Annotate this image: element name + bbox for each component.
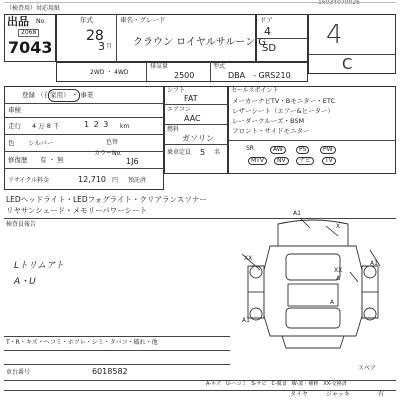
ac-label: エアコン bbox=[167, 106, 191, 113]
row-line bbox=[228, 140, 396, 141]
row-line bbox=[4, 151, 164, 152]
displacement-value: 2500 bbox=[174, 71, 195, 80]
selling-point-line: レザーシート（エアー&ヒーター） bbox=[232, 107, 334, 115]
tire-label: タイヤ bbox=[290, 391, 308, 398]
chassis-value: 6018582 bbox=[92, 367, 128, 376]
interior-score: C bbox=[342, 55, 353, 73]
model-label: 型式 bbox=[213, 63, 226, 70]
car-diagram bbox=[230, 210, 396, 350]
diagram-mark: A bbox=[336, 275, 341, 282]
divider bbox=[308, 54, 396, 55]
month-unit: 月 bbox=[106, 43, 113, 50]
equip-mtv: MTV bbox=[248, 157, 267, 165]
row-line bbox=[4, 336, 230, 337]
equip-pw: PW bbox=[320, 146, 336, 154]
row-line bbox=[164, 124, 228, 125]
capacity-value: 5 bbox=[200, 148, 206, 157]
selling-points-title: セールスポイント bbox=[231, 87, 279, 94]
equip-sr: SR bbox=[246, 145, 254, 152]
year-value: 28 bbox=[86, 28, 104, 44]
spare-label: スペア bbox=[358, 365, 377, 372]
equip-navi: ナビ bbox=[296, 157, 314, 165]
mileage-prefix: 4 万 8 千 bbox=[32, 122, 60, 130]
recycle-label: リサイクル料金 bbox=[8, 177, 50, 184]
lot-prefix: 2068 bbox=[18, 29, 39, 37]
legend: A-キズ U-ヘコミ S-サビ C-腐食 W-波・補修 XX-交換済 bbox=[206, 381, 347, 387]
equip-aw: AW bbox=[270, 146, 286, 154]
row-line bbox=[4, 134, 164, 135]
mileage-label: 走行 bbox=[8, 122, 21, 130]
row-line bbox=[4, 364, 230, 365]
selling-point-line: フロント・サイドモニター bbox=[232, 127, 310, 135]
grade-score: 4 bbox=[326, 20, 343, 50]
equip-ps: PS bbox=[296, 146, 309, 154]
shift-label: シフト bbox=[167, 87, 186, 94]
notes-title: 検査員報告 bbox=[6, 221, 37, 228]
header-digits: 16034070026 bbox=[318, 0, 360, 6]
selling-point-line: メーカーナビTV・Bモニター・ETC bbox=[232, 97, 335, 105]
color-label: 色 bbox=[8, 139, 15, 147]
color-no-value: 1J6 bbox=[126, 157, 139, 166]
recycle-status: 預託済 bbox=[128, 177, 147, 184]
defect-row: T・R・キズ・ヘコミ・ホツレ・シミ・タバコ・破れ・他 bbox=[6, 339, 158, 346]
no-label: No. bbox=[36, 18, 46, 25]
recycle-value: 12,710 bbox=[78, 175, 106, 184]
model-value: DBA - GRS210 bbox=[228, 71, 291, 80]
diagram-mark: A1 bbox=[242, 317, 250, 324]
name-label: 車名・グレード bbox=[120, 16, 166, 24]
diagram-mark: A bbox=[330, 299, 335, 306]
color-value: シルバー bbox=[28, 139, 54, 147]
capacity-unit: 名 bbox=[214, 149, 221, 156]
row-line bbox=[164, 104, 228, 105]
form-kind: （検査用）対応用紙 bbox=[6, 5, 61, 12]
row-line bbox=[4, 117, 164, 118]
shaken-label: 車検 bbox=[8, 106, 21, 114]
diagram-mark: X bbox=[336, 223, 341, 230]
divider bbox=[146, 62, 147, 82]
displacement-label: 排気量 bbox=[150, 63, 169, 70]
fuel-label: 燃料 bbox=[167, 126, 180, 133]
row-line bbox=[164, 144, 228, 145]
diagram-mark: XX bbox=[334, 267, 343, 274]
mileage-value: 1 2 3 bbox=[84, 120, 110, 129]
row-line bbox=[4, 350, 230, 351]
notes-hand-2: A・U bbox=[14, 277, 36, 287]
color-no-label: カラーNo. bbox=[94, 150, 122, 157]
diagram-mark: XX bbox=[244, 255, 253, 262]
color-change-label: 色替 bbox=[106, 139, 119, 146]
month-value: 3 bbox=[98, 40, 105, 53]
mileage-unit: km bbox=[120, 123, 130, 130]
row-line bbox=[4, 103, 164, 104]
equipment-line-2: リヤサンシェード・メモリーパワーシート bbox=[6, 206, 148, 215]
door-label: ドア bbox=[260, 16, 273, 24]
jack-label: ジャッキ bbox=[326, 391, 350, 398]
selling-point-line: レーダークルーズ・BSM bbox=[232, 117, 305, 125]
ac-value: AAC bbox=[184, 114, 201, 123]
capacity-label: 乗車定員 bbox=[167, 149, 192, 156]
equip-tv: TV bbox=[322, 157, 336, 165]
equipment-line-1: LEDヘッドライト・LEDフォグライト・クリアランスソナー bbox=[6, 195, 207, 204]
shift-value: FAT bbox=[184, 94, 198, 103]
divider bbox=[116, 14, 117, 62]
year-label: 年式 bbox=[80, 16, 93, 24]
header-rule bbox=[4, 2, 396, 3]
type-value: SD bbox=[262, 43, 277, 54]
equip-nv: NV bbox=[274, 157, 289, 165]
history-label: 修復歴 bbox=[8, 156, 28, 164]
jack-value: 有 bbox=[378, 391, 385, 398]
lot-number: 7043 bbox=[8, 38, 53, 57]
notes-hand-1: Lトリムアト bbox=[14, 261, 65, 271]
recycle-unit: 円 bbox=[112, 177, 119, 184]
fuel-value: ガソリン bbox=[182, 134, 214, 143]
chassis-label: 車台番号 bbox=[6, 369, 31, 376]
name-value: クラウン ロイヤルサルーン G bbox=[133, 37, 267, 48]
diagram-mark: A1 bbox=[370, 260, 378, 267]
ownership-circle bbox=[48, 89, 80, 102]
row-line bbox=[4, 168, 164, 169]
drive-options: 2WD ・ 4WD bbox=[90, 69, 129, 76]
door-value: 4 bbox=[264, 25, 271, 38]
diagram-mark: A1 bbox=[293, 210, 301, 217]
divider bbox=[210, 62, 211, 82]
shuppin-label: 出品 bbox=[7, 15, 29, 28]
ownership: 登録 （自家用） ・ 事業 bbox=[22, 91, 94, 99]
divider bbox=[256, 38, 308, 39]
history-options: 有 ・ 無 bbox=[40, 156, 64, 164]
